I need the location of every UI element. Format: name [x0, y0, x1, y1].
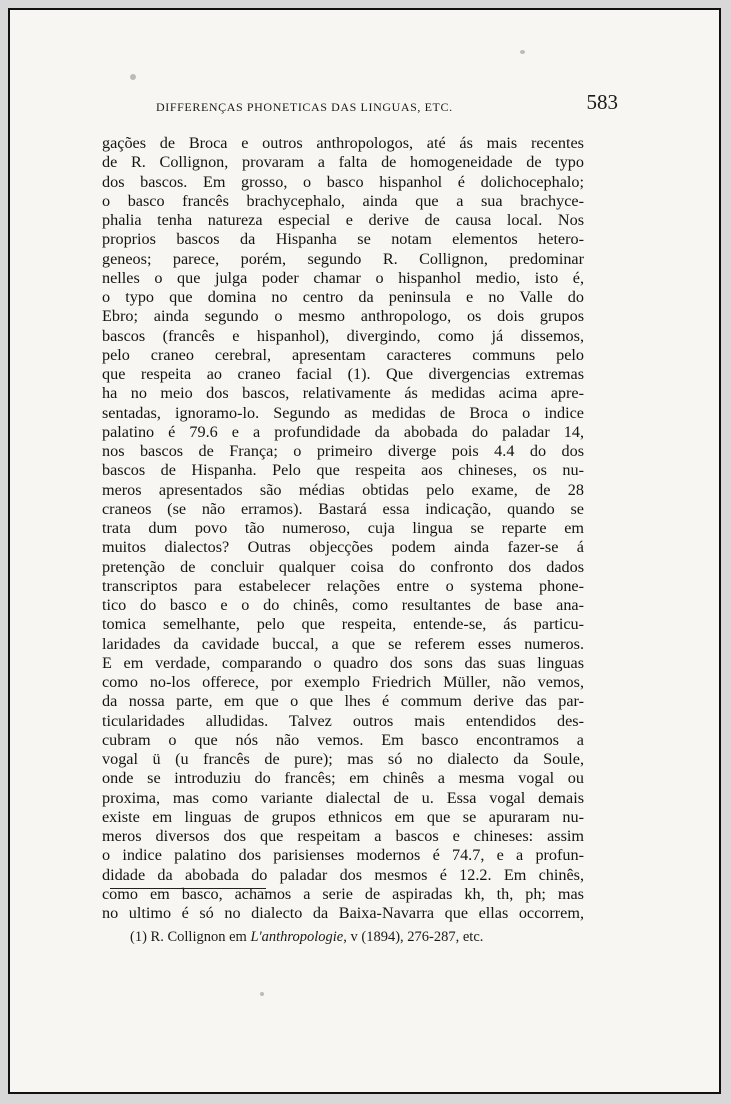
- paper-speck: [260, 992, 264, 996]
- text-line: phalia tenha natureza especial e derive de causa local. Nos: [102, 211, 584, 229]
- text-line: muitos dialectos? Outras objecções podem ainda fazer-se á: [102, 538, 584, 557]
- text-line: bascos (francês e hispanhol), divergindo, como já dissemos,: [102, 326, 584, 345]
- text-line: onde se introduziu do francês; em chinês a mesma vogal ou: [102, 769, 584, 788]
- footnote: [130, 929, 483, 946]
- text-line: como em basco, achamos a serie de aspiradas kh, th, ph; mas: [102, 884, 584, 903]
- text-line: gações de Broca e outros anthropologos, até ás mais recentes: [102, 134, 584, 152]
- book-page: [8, 8, 721, 1094]
- running-head: DIFFERENÇAS PHONETICAS DAS LINGUAS, ETC.: [156, 100, 453, 114]
- text-line: como no-los offerece, por exemplo Friedrich Müller, não vemos,: [102, 673, 584, 691]
- text-line: tomica semelhante, pelo que respeita, entende-se, ás particu-: [102, 615, 584, 634]
- text-line: palatino é 79.6 e a profundidade da abobada do paladar 14,: [102, 422, 584, 441]
- text-line: meros diversos dos que respeitam a bascos e chineses: assim: [102, 827, 584, 845]
- text-line: o indice palatino dos parisienses modernos é 74.7, e a profun-: [102, 846, 584, 865]
- text-line: E em verdade, comparando o quadro dos sons das suas linguas: [102, 653, 584, 672]
- footnote-marker: (1): [130, 929, 147, 945]
- text-line: laridades da cavidade buccal, a que se referem esses numeros.: [102, 634, 584, 653]
- footnote-rule: [110, 888, 266, 889]
- footnote-journal: L'anthropologie: [250, 929, 344, 945]
- text-line: de R. Collignon, provaram a falta de homogeneidade de typo: [102, 153, 584, 172]
- text-line: didade da abobada do paladar dos mesmos é 12.2. Em chinês,: [102, 865, 584, 884]
- text-line: proxima, mas como variante dialectal de u. Essa vogal demais: [102, 788, 584, 807]
- text-line: proprios bascos da Hispanha se notam elementos hetero-: [102, 230, 584, 249]
- text-line: no ultimo é só no dialecto da Baixa-Navarra que ellas occorrem,: [102, 904, 584, 922]
- text-line: ticularidades alludidas. Talvez outros mais entendidos des-: [102, 711, 584, 730]
- text-line: cubram o que nós não vemos. Em basco encontramos a: [102, 730, 584, 749]
- text-line: meros apresentados são médias obtidas pelo exame, de 28: [102, 480, 584, 499]
- text-line: Ebro; ainda segundo o mesmo anthropologo, os dois grupos: [102, 307, 584, 326]
- text-line: da nossa parte, em que o que lhes é commum derive das par-: [102, 692, 584, 711]
- text-line: craneos (se não erramos). Bastará essa indicação, quando se: [102, 499, 584, 518]
- text-line: nelles o que julga poder chamar o hispanhol medio, isto é,: [102, 268, 584, 287]
- text-line: pelo craneo cerebral, apresentam caracteres communs pelo: [102, 345, 584, 364]
- text-line: nos bascos de França; o primeiro diverge pois 4.4 do dos: [102, 442, 584, 460]
- text-line: existe em linguas de grupos ethnicos em que se apuraram nu-: [102, 807, 584, 826]
- page-header: [140, 90, 618, 120]
- text-line: geneos; parece, porém, segundo R. Collignon, predominar: [102, 249, 584, 268]
- text-line: o basco francês brachycephalo, ainda que a sua brachyce-: [102, 191, 584, 210]
- paper-speck: [520, 50, 525, 54]
- text-line: tico do basco e o do chinês, como resultantes de base ana-: [102, 596, 584, 614]
- text-line: pretenção de concluir qualquer coisa do confronto dos dados: [102, 557, 584, 576]
- body-text: [102, 134, 584, 923]
- paper-speck: [130, 74, 136, 80]
- text-line: ha no meio dos bascos, relativamente ás medidas acima apre-: [102, 384, 584, 403]
- text-line: o typo que domina no centro da peninsula e no Valle do: [102, 288, 584, 306]
- text-line: transcriptos para estabelecer relações entre o systema phone-: [102, 576, 584, 595]
- footnote-author: R. Collignon em: [150, 929, 247, 945]
- footnote-reference: , v (1894), 276-287, etc.: [343, 929, 484, 945]
- text-line: vogal ü (u francês de pure); mas só no dialecto da Soule,: [102, 750, 584, 768]
- text-line: dos bascos. Em grosso, o basco hispanhol é dolichocephalo;: [102, 172, 584, 191]
- text-line: que respeita ao craneo facial (1). Que divergencias extremas: [102, 365, 584, 383]
- text-line: bascos de Hispanha. Pelo que respeita aos chineses, os nu-: [102, 461, 584, 480]
- text-line: trata dum povo tão numeroso, cuja lingua se reparte em: [102, 519, 584, 537]
- page-number: 583: [586, 90, 618, 114]
- text-line: sentadas, ignoramo-lo. Segundo as medidas de Broca o indice: [102, 403, 584, 422]
